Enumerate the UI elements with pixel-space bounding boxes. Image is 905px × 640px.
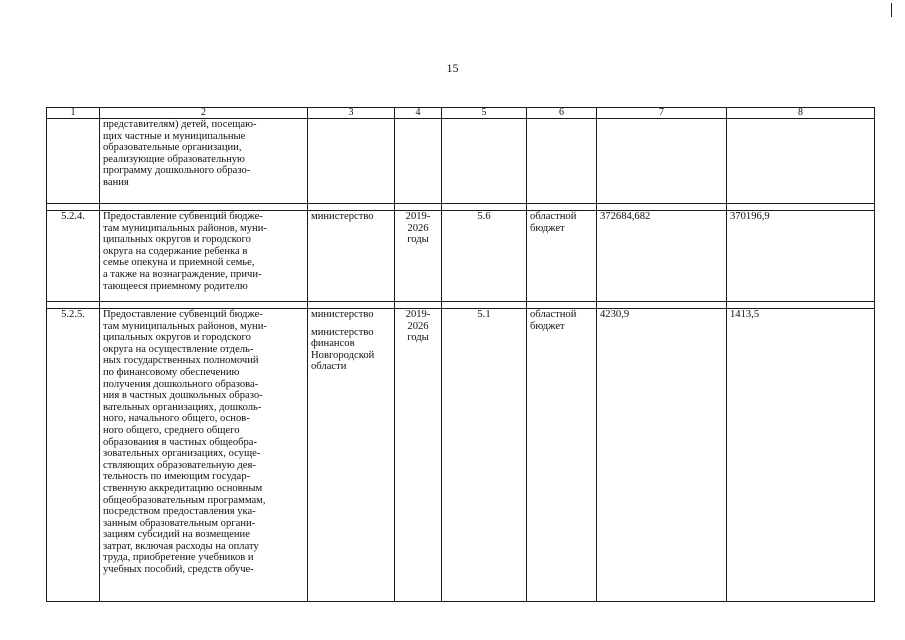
cell-num: 5.2.5.	[47, 309, 100, 602]
column-header: 3	[308, 108, 395, 119]
cell-executor	[308, 119, 395, 204]
cell-executor	[308, 309, 395, 602]
row-separator	[47, 302, 875, 309]
table-row	[47, 211, 875, 302]
column-header: 5	[442, 108, 527, 119]
column-header: 7	[597, 108, 727, 119]
table-row	[47, 309, 875, 602]
cell-num	[47, 119, 100, 204]
cell-col8: 370196,9	[727, 211, 875, 302]
column-header: 4	[395, 108, 442, 119]
program-activities-table	[46, 107, 875, 602]
table-row-continuation	[47, 119, 875, 204]
column-header: 6	[527, 108, 597, 119]
cell-col7: 372684,682	[597, 211, 727, 302]
cell-num: 5.2.4.	[47, 211, 100, 302]
cell-col8: 1413,5	[727, 309, 875, 602]
column-header: 2	[100, 108, 308, 119]
corner-mark	[891, 3, 892, 17]
page-number: 15	[446, 61, 459, 75]
cell-col7	[597, 119, 727, 204]
column-header-row	[47, 108, 875, 119]
cell-source: областной бюджет	[527, 309, 597, 602]
cell-period: 2019- 2026 годы	[395, 211, 442, 302]
cell-target: 5.6	[442, 211, 527, 302]
cell-source	[527, 119, 597, 204]
cell-period	[395, 119, 442, 204]
cell-target: 5.1	[442, 309, 527, 602]
cell-col7: 4230,9	[597, 309, 727, 602]
cell-source: областной бюджет	[527, 211, 597, 302]
column-header: 1	[47, 108, 100, 119]
executor-primary: министерство	[311, 309, 374, 320]
cell-target	[442, 119, 527, 204]
cell-description: представителям) детей, посещаю- щих частные и муниципальные образовательные организации, реализующие образовательную программу дошкольного образо- вания	[100, 119, 308, 204]
row-separator	[47, 204, 875, 211]
cell-period: 2019- 2026 годы	[395, 309, 442, 602]
cell-col8	[727, 119, 875, 204]
executor-primary: министерство	[311, 211, 374, 222]
executor-secondary: министерство финансов Новгородской области	[311, 326, 375, 373]
cell-description: Предоставление субвенций бюдже- там муниципальных районов, муни- ципальных округов и городского округа на осуществление отдель- ных государственных полномочий по финансовому обеспечению получения дошкольного образова- ния в частных дошкольных образо- вательных организациях, дошколь- ного, начального общего, основ- ного общего, среднего общего образования в частных общеобра- зовательных организациях, осуще- ствляющих образовательную дея- тельность по имеющим государ- ственную аккредитацию основным общеобразовательным программам, посредством предоставления ука- занным образовательным органи- зациям субсидий на возмещение затрат, включая расходы на оплату труда, приобретение учебников и учебных пособий, средств обуче-	[100, 309, 308, 602]
cell-description: Предоставление субвенций бюдже- там муниципальных районов, муни- ципальных округов и городского округа на содержание ребенка в семье опекуна и приемной семье, а также на вознаграждение, причи- тающееся приемному родителю	[100, 211, 308, 302]
cell-executor	[308, 211, 395, 302]
column-header: 8	[727, 108, 875, 119]
